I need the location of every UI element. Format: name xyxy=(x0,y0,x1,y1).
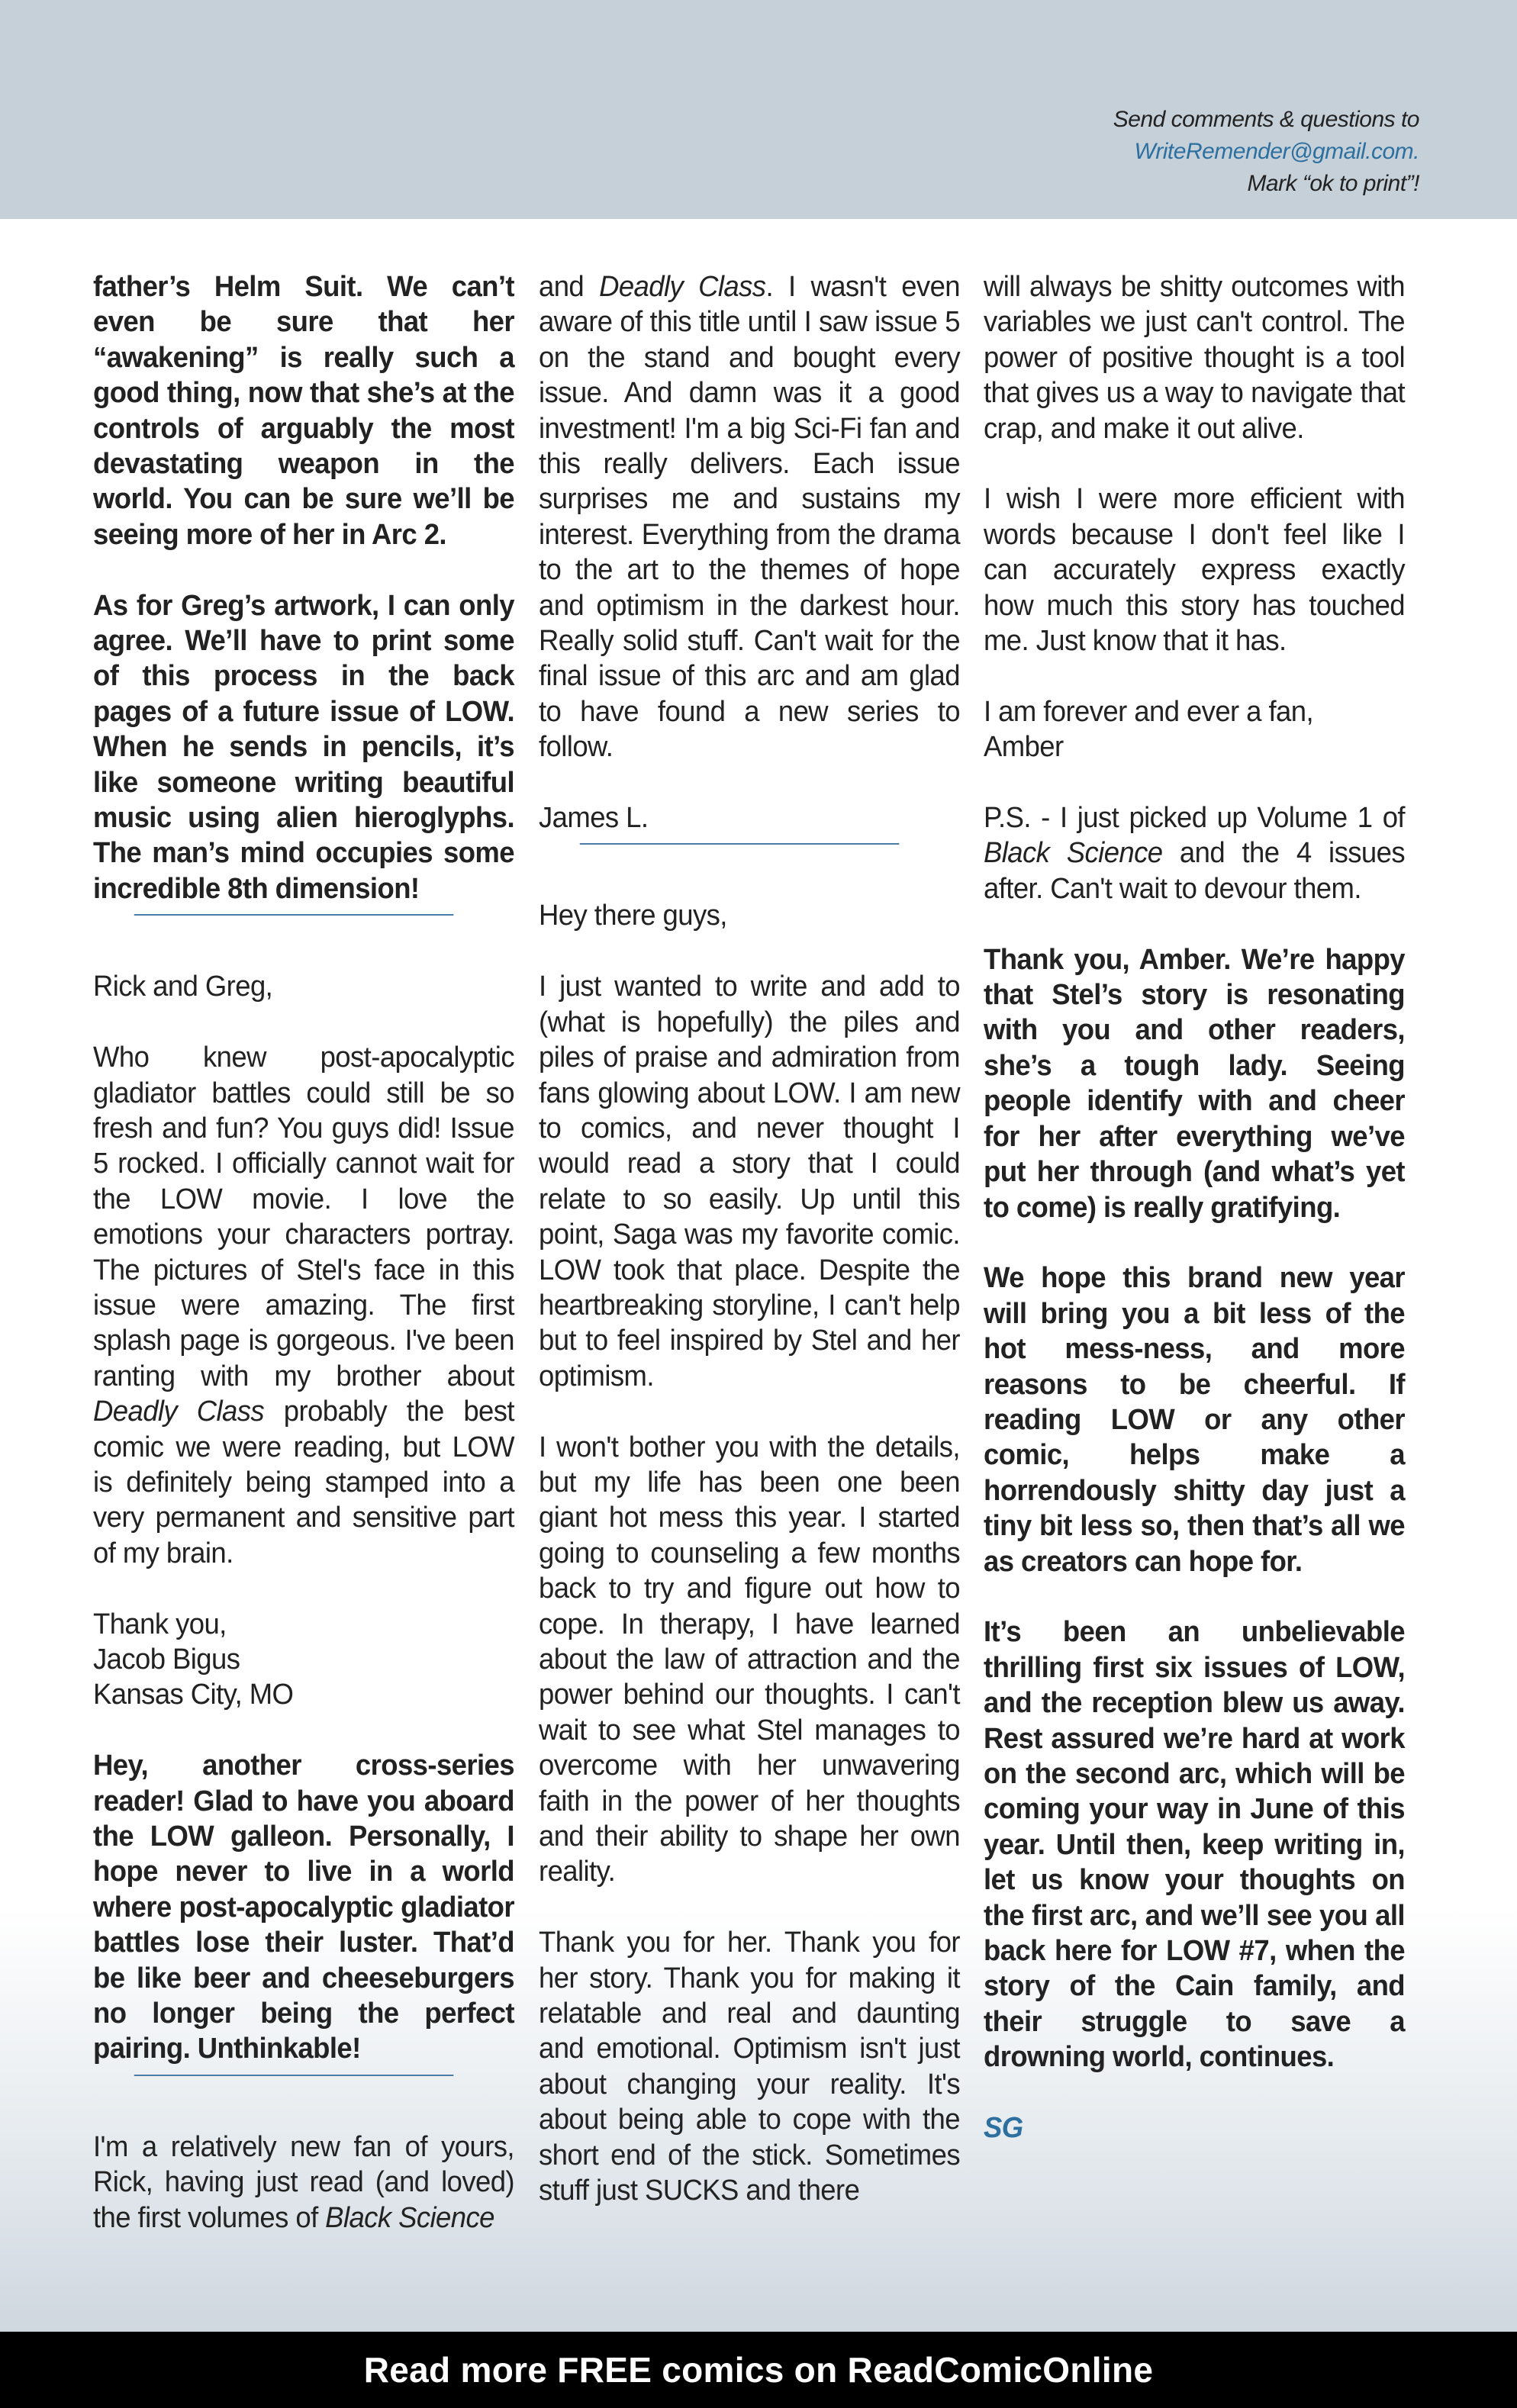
reply-paragraph: father’s Helm Suit. We can’t even be sure that her “awakening” is really such a good thing, now that she’s at the controls of arguably the most devastating weapon in the world. You can be sure we’ll be seeing more of her in Arc 2. xyxy=(93,271,514,551)
header-band xyxy=(0,0,1517,219)
column-1 xyxy=(93,269,514,2234)
letter-signature xyxy=(984,694,1405,765)
letter-paragraph xyxy=(539,269,960,765)
reply-paragraph: It’s been an unbelievable thrilling first six issues of LOW, and the reception blew us away. Rest assured we’re hard at work on the second arc, which will be coming your way in June of this year. Until then, keep writing in, let us know your thoughts on the first arc, and we’ll see you all back here for LOW #7, when the story of the Cain family, and their struggle to save a drowning world, continues. xyxy=(984,1616,1405,2074)
title-italic: Black Science xyxy=(325,2201,494,2234)
letters-columns xyxy=(93,269,1422,2234)
title-italic: Deadly Class xyxy=(598,271,765,303)
text-run: probably the best comic we were reading, but LOW is definitely being stamped into a very permanent and sensitive part of my brain. xyxy=(93,1396,514,1569)
text-run: Who knew post-apocalyptic gladiator battles could still be so fresh and fun? You guys did! Issue 5 rocked. I officially cannot wait for the LOW movie. I love the emotions your characters portray. The pictures of Stel's face in this issue were amazing. The first splash page is gorgeous. I've been ranting with my brother about xyxy=(93,1041,514,1392)
letter-paragraph: I just wanted to write and add to (what is hopefully) the piles and piles of praise and admiration from fans glowing about LOW. I am new to comics, and never thought I would read a story that I could relate to so easily. Up until this point, Saga was my favorite comic. LOW took that place. Despite the heartbreaking storyline, I can't help but to feel inspired by Stel and her optimism. xyxy=(538,971,960,1392)
text-run: I'm a relatively new fan of yours, Rick, having just read (and loved) the first volumes of xyxy=(93,2130,514,2234)
signature-name: Jacob Bigus xyxy=(93,1643,240,1676)
footer-banner[interactable] xyxy=(0,2332,1517,2408)
contact-note: Mark “ok to print”! xyxy=(1247,171,1419,196)
title-italic: Deadly Class xyxy=(93,1396,265,1428)
letter-paragraph: I wish I were more efficient with words because I don't feel like I can accurately express exactly how much this story has touched me. Just know that it has. xyxy=(984,483,1405,658)
letter-paragraph xyxy=(93,2130,514,2236)
letter-postscript xyxy=(984,800,1405,906)
text-run: and xyxy=(538,271,599,303)
title-italic: Black Science xyxy=(984,837,1163,870)
reply-paragraph: We hope this brand new year will bring you a bit less of the hot mess-ness, and more reasons to be cheerful. If reading LOW or any other comic, helps make a horrendously shitty day just a tiny bit less so, then that’s all we as creators can hope for. xyxy=(984,1262,1405,1578)
letter-signature xyxy=(93,1607,514,1713)
letter-greeting: Rick and Greg, xyxy=(93,971,273,1003)
letter-paragraph: will always be shitty outcomes with variables we just can't control. The power of positive thought is a tool that gives us a way to navigate that crap, and make it out alive. xyxy=(984,271,1405,445)
column-2 xyxy=(539,269,960,2223)
section-divider xyxy=(134,914,454,916)
letter-paragraph: I won't bother you with the details, but my life has been one been giant hot mess this year. I started going to counseling a few months back to try and figure out how to cope. In therapy, I have learned about the law of attraction and the power behind our thoughts. I can't wait to see what Stel manages to overcome with her unwavering faith in the power of her thoughts and their ability to shape her own reality. xyxy=(538,1431,960,1888)
text-run: P.S. - I just picked up Volume 1 of xyxy=(984,802,1405,835)
footer-link-text[interactable]: Read more FREE comics on ReadComicOnline xyxy=(363,2350,1154,2390)
section-divider xyxy=(134,2075,454,2076)
reply-paragraph: As for Greg’s artwork, I can only agree. We’ll have to print some of this process in the back pages of a future issue of LOW. When he sends in pencils, it’s like someone writing beautiful music using alien hieroglyphs. The man’s mind occupies some incredible 8th dimension! xyxy=(93,589,514,905)
column-3 xyxy=(984,269,1405,2223)
letter-paragraph: Thank you for her. Thank you for her story. Thank you for making it relatable and real and daunting and emotional. Optimism isn't just about changing your reality. It's about being able to cope with the short end of the stick. Sometimes stuff just SUCKS and there xyxy=(538,1927,960,2207)
editor-signoff: SG xyxy=(984,2112,1023,2145)
letter-paragraph xyxy=(93,1040,514,1571)
contact-info xyxy=(1113,104,1419,200)
signature-location: Kansas City, MO xyxy=(93,1679,294,1711)
signature-line: I am forever and ever a fan, xyxy=(984,695,1313,728)
letter-greeting: Hey there guys, xyxy=(538,900,727,932)
letter-signature: James L. xyxy=(538,802,648,835)
text-run: . I wasn't even aware of this title until I saw issue 5 on the stand and bought every issue. And damn was it a good investment! I'm a big Sci-Fi fan and this really delivers. Each issue surprises me and sustains my interest. Everything from the drama to the art to the themes of hope and optimism in the darkest hour. Really solid stuff. Can't wait for the final issue of this arc and am glad to have found a new series to follow. xyxy=(538,271,960,764)
reply-paragraph: Hey, another cross-series reader! Glad to have you aboard the LOW galleon. Personally, I hope never to live in a world where post-apocalyptic gladiator battles lose their luster. That’d be like beer and cheeseburgers no longer being the perfect pairing. Unthinkable! xyxy=(93,1750,514,2065)
signature-line: Thank you, xyxy=(93,1608,227,1640)
text-run: and the 4 issues after. Can't wait to devour them. xyxy=(984,837,1405,905)
signature-name: Amber xyxy=(984,731,1064,764)
contact-email-link[interactable]: WriteRemender@gmail.com. xyxy=(1134,139,1419,164)
section-divider xyxy=(579,843,899,845)
contact-line: Send comments & questions to xyxy=(1113,107,1419,132)
reply-paragraph: Thank you, Amber. We’re happy that Stel’s story is resonating with you and other readers, she’s a tough lady. Seeing people identify with and cheer for her after everything we’ve put her through (and what’s yet to come) is really gratifying. xyxy=(984,943,1405,1224)
